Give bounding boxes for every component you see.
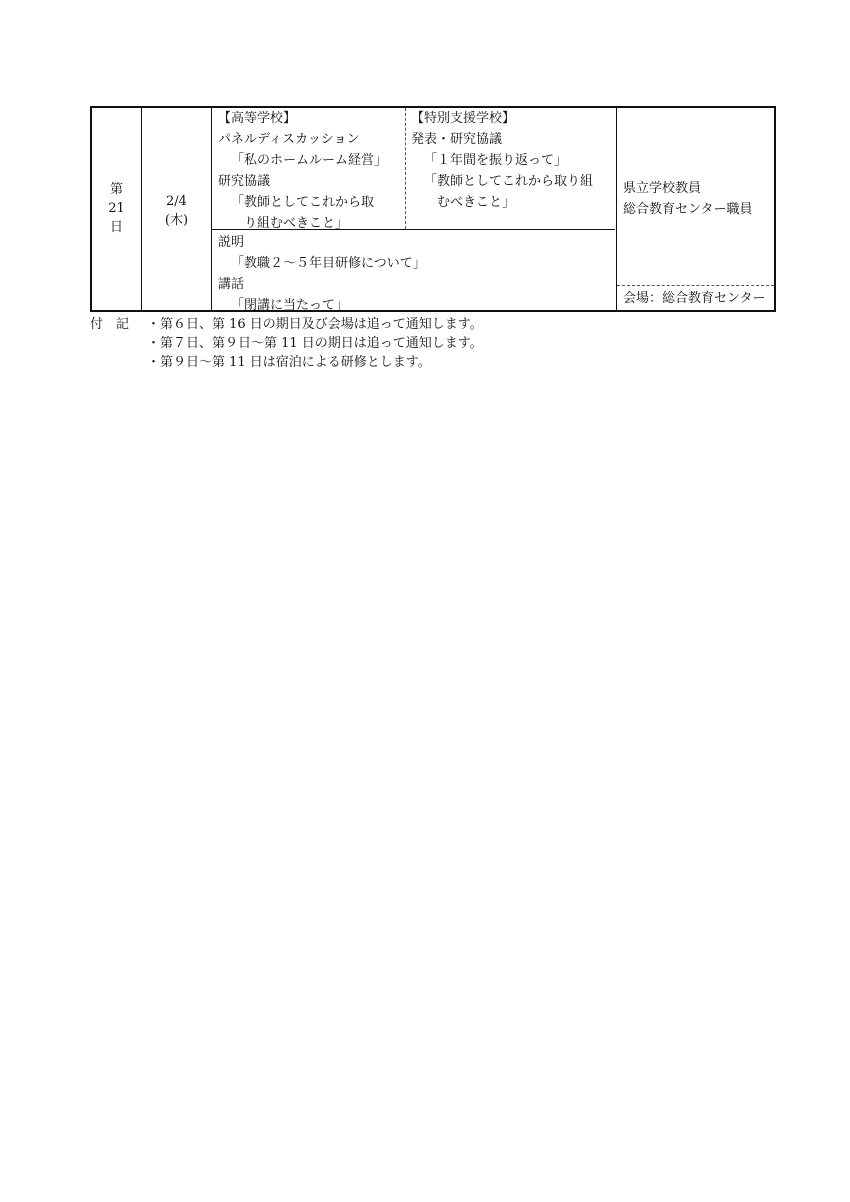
common-line: 説明: [218, 235, 245, 250]
day-number: 21: [108, 201, 125, 216]
special-school-block: [406, 108, 615, 229]
high-school-line: 研究協議: [218, 174, 271, 189]
day-cell: [92, 108, 142, 310]
date-label: [142, 192, 211, 230]
schedule-table: [90, 106, 776, 312]
common-line: 「教職２～５年目研修について」: [231, 256, 426, 271]
weekday-value: (木): [164, 213, 189, 228]
special-school-line: 発表・研究協議: [411, 132, 503, 147]
target-item: 総合教育センター職員: [623, 202, 753, 217]
special-school-line: 「教師としてこれから取り組: [424, 174, 594, 189]
venue-label: 会場：総合教育センター: [623, 291, 766, 306]
common-line: 講話: [218, 277, 245, 292]
venue-block: [617, 285, 774, 309]
special-school-heading: 【特別支援学校】: [411, 111, 516, 126]
common-line: 「閉講に当たって」: [231, 298, 349, 313]
high-school-block: [212, 108, 406, 229]
note-item: ・第９日～第 11 日は宿泊による研修とします。: [147, 355, 431, 370]
notes-label: 付 記: [90, 317, 130, 332]
content-cell: [212, 108, 617, 313]
special-school-line: むべきこと」: [437, 195, 516, 210]
high-school-line: 「教師としてこれから取: [231, 195, 375, 210]
high-school-line: パネルディスカッション: [218, 132, 360, 147]
target-cell: [617, 108, 774, 310]
note-item: ・第６日、第 16 日の期日及び会場は追って通知します。: [147, 317, 483, 332]
high-school-line: 「私のホームルーム経営」: [231, 153, 388, 168]
date-cell: [142, 108, 212, 310]
date-value: 2/4: [166, 194, 187, 209]
special-school-line: 「１年間を振り返って」: [424, 153, 568, 168]
note-item: ・第７日、第９日～第 11 日の期日は追って通知します。: [147, 336, 483, 351]
day-label: [92, 180, 141, 237]
day-suffix: 日: [109, 220, 123, 235]
target-item: 県立学校教員: [623, 181, 702, 196]
target-list: [623, 178, 752, 220]
notes-list: [147, 315, 483, 372]
high-school-line: り組むべきこと」: [244, 216, 349, 231]
common-block: [212, 229, 615, 312]
high-school-heading: 【高等学校】: [218, 111, 297, 126]
day-prefix: 第: [109, 182, 123, 197]
